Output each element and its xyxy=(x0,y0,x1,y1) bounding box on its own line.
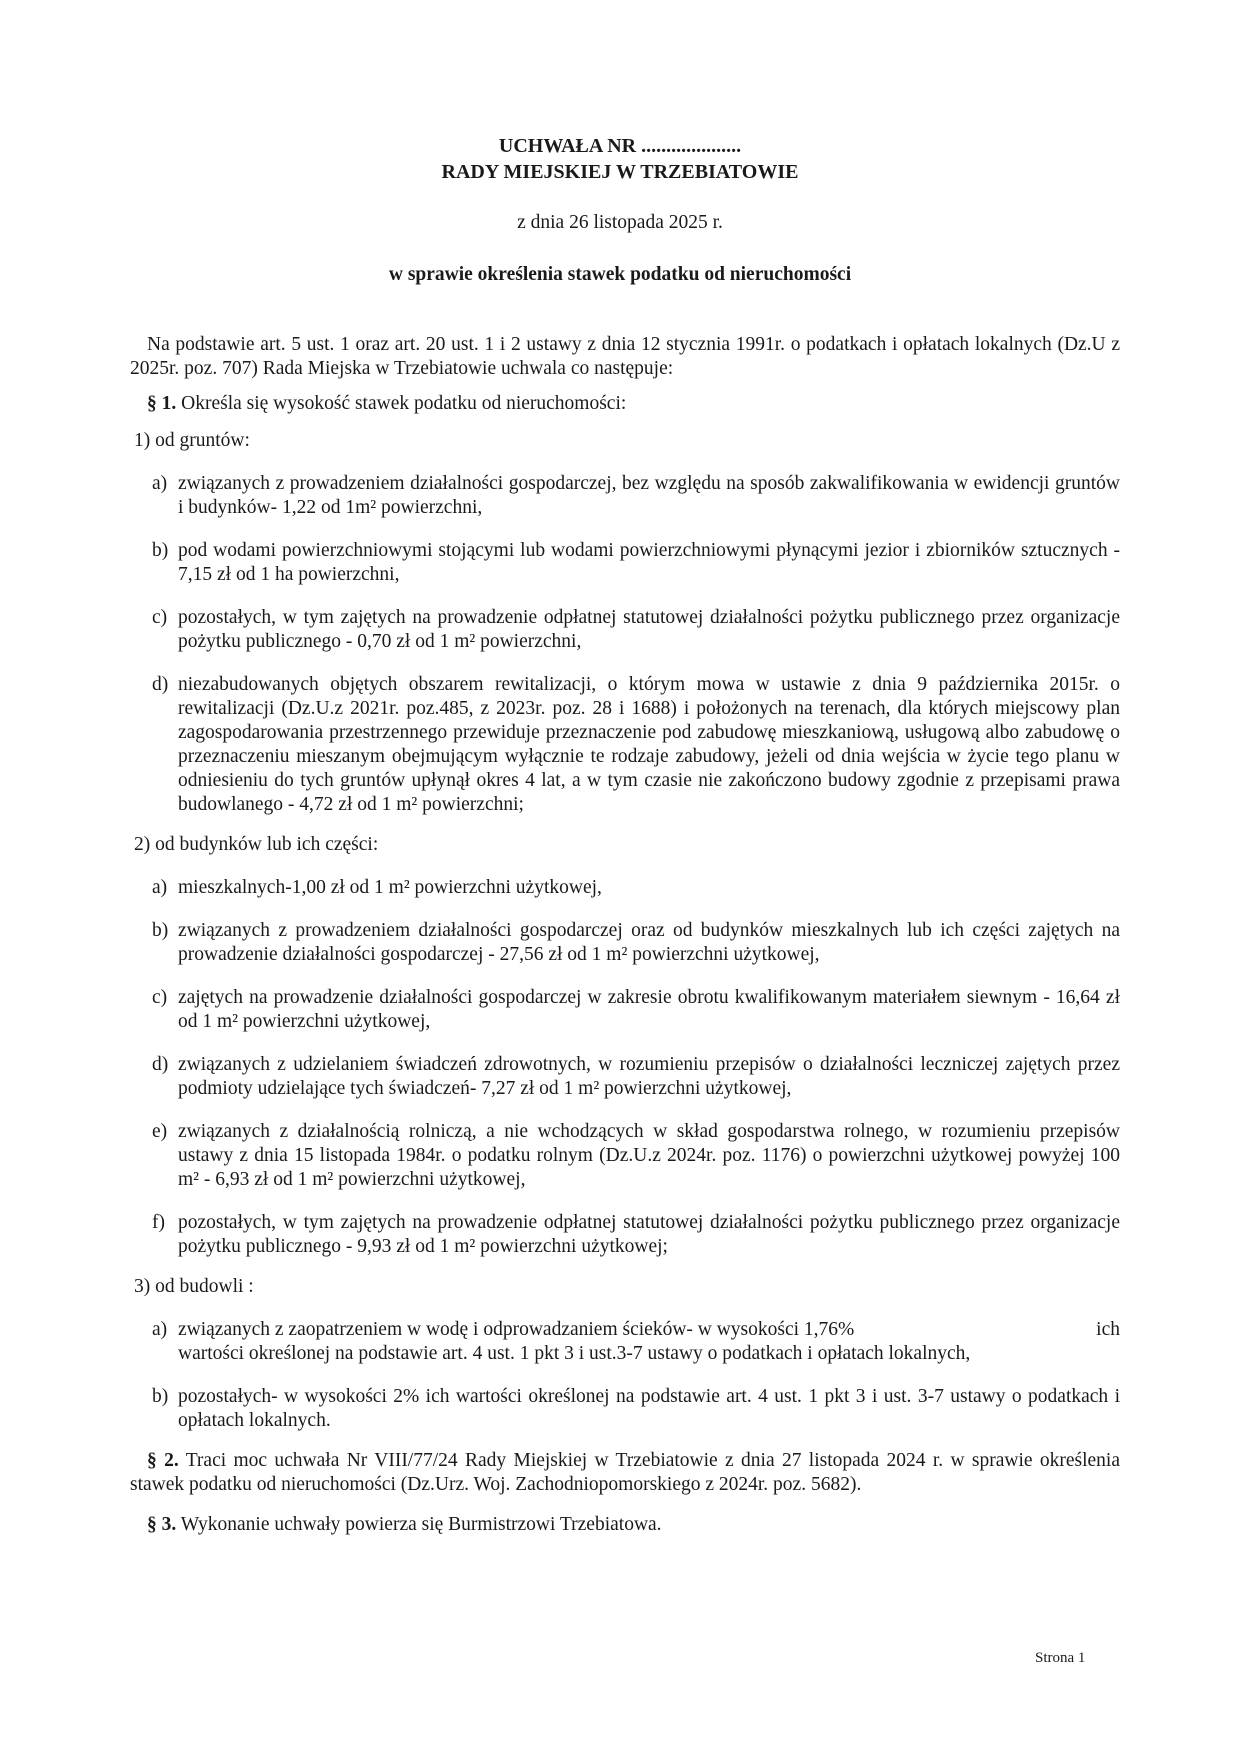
item-label: b) xyxy=(152,920,169,941)
preamble: Na podstawie art. 5 ust. 1 oraz art. 20 ust. 1 i 2 ustawy z dnia 12 stycznia 1991r. o podatkach i opłatach lokalnych (Dz.U z 2025r. poz. 707) Rada Miejska w Trzebiatowie uchwala co następuje: xyxy=(130,334,1120,379)
item-text: pozostałych, w tym zajętych na prowadzenie odpłatnej statutowej działalności pożytku publicznego przez organizacje pożytku publicznego - 0,70 zł od 1 m² powierzchni, xyxy=(178,607,1120,652)
item-text: niezabudowanych objętych obszarem rewitalizacji, o którym mowa w ustawie z dnia 9 października 2015r. o rewitalizacji (Dz.U.z 2021r. poz.485, z 2023r. poz. 28 i 1688) i położonych na terenach, dla których miejscowy plan zagospodarowania przestrzennego przewiduje przeznaczenie pod zabudowę mieszkaniową, usługową albo zabudowę o przeznaczeniu mieszanym obejmującym wyłącznie te rodzaje zabudowy, jeżeli od dnia wejścia w życie tego planu w odniesieniu do tych gruntów upłynął okres 4 lat, a w tym czasie nie zakończono budowy zgodnie z przepisami prawa budowlanego - 4,72 zł od 1 m² powierzchni; xyxy=(178,674,1120,815)
list-item xyxy=(152,1318,1120,1366)
item-label: b) xyxy=(152,540,169,561)
item-text-tabbed: ich xyxy=(1096,1319,1120,1340)
section-label: 2) od budynków lub ich części: xyxy=(134,834,379,855)
item-text: pod wodami powierzchniowymi stojącymi lub wodami powierzchniowymi płynącymi jezior i zbiorników sztucznych - 7,15 zł od 1 ha powierzchni, xyxy=(178,540,1120,585)
list-item xyxy=(152,986,1120,1034)
document-body xyxy=(130,333,1120,1553)
item-text: związanych z zaopatrzeniem w wodę i odprowadzaniem ścieków- w wysokości 1,76% xyxy=(178,1319,855,1340)
item-text: związanych z prowadzeniem działalności gospodarczej oraz od budynków mieszkalnych lub ich części zajętych na prowadzenie działalności gospodarczej - 27,56 zł od 1 m² powierzchni użytkowej, xyxy=(178,920,1120,965)
paragraph-2 xyxy=(130,1449,1120,1497)
list-item xyxy=(152,472,1120,520)
paragraph-mark: § 3. xyxy=(147,1514,177,1535)
item-text: związanych z działalnością rolniczą, a nie wchodzących w skład gospodarstwa rolnego, w rozumieniu przepisów ustawy z dnia 15 listopada 1984r. o podatku rolnym (Dz.U.z 2024r. poz. 1176) o powierzchni użytkowej powyżej 100 m² - 6,93 zł od 1 m² powierzchni użytkowej, xyxy=(178,1121,1120,1190)
list-item xyxy=(152,1053,1120,1101)
item-text: mieszkalnych-1,00 zł od 1 m² powierzchni użytkowej, xyxy=(178,877,602,898)
section-label: 3) od budowli : xyxy=(134,1276,254,1297)
page-number: Strona 1 xyxy=(1035,1650,1086,1666)
item-label: c) xyxy=(152,987,168,1008)
section-label: 1) od gruntów: xyxy=(134,430,250,451)
list-item xyxy=(152,673,1120,817)
item-label: d) xyxy=(152,1054,169,1075)
list-item xyxy=(152,1385,1120,1433)
resolution-subject: w sprawie określenia stawek podatku od nieruchomości xyxy=(388,264,852,285)
list-item xyxy=(152,919,1120,967)
item-text: pozostałych- w wysokości 2% ich wartości określonej na podstawie art. 4 ust. 1 pkt 3 i ust. 3-7 ustawy o podatkach i opłatach lokalnych. xyxy=(178,1386,1120,1431)
item-label: d) xyxy=(152,674,169,695)
list-item xyxy=(152,1120,1120,1192)
item-label: e) xyxy=(152,1121,168,1142)
resolution-title xyxy=(0,133,1240,185)
list-item xyxy=(152,876,1120,900)
item-label: b) xyxy=(152,1386,169,1407)
item-text-continued: wartości określonej na podstawie art. 4 ust. 1 pkt 3 i ust.3-7 ustawy o podatkach i opłatach lokalnych, xyxy=(178,1343,971,1364)
paragraph-1-heading xyxy=(130,392,1120,416)
item-label: a) xyxy=(152,877,168,898)
paragraph-text: Wykonanie uchwały powierza się Burmistrzowi Trzebiatowa. xyxy=(176,1514,662,1535)
paragraph-3 xyxy=(130,1513,1120,1537)
item-text: pozostałych, w tym zajętych na prowadzenie odpłatnej statutowej działalności pożytku publicznego przez organizacje pożytku publicznego - 9,93 zł od 1 m² powierzchni użytkowej; xyxy=(178,1212,1120,1257)
paragraph-text: Traci moc uchwała Nr VIII/77/24 Rady Miejskiej w Trzebiatowie z dnia 27 listopada 2024 r. w sprawie określenia stawek podatku od nieruchomości (Dz.Urz. Woj. Zachodniopomorskiego z 2024r. poz. 5682). xyxy=(130,1450,1121,1495)
list-item xyxy=(152,539,1120,587)
item-label: c) xyxy=(152,607,168,628)
resolution-date: z dnia 26 listopada 2025 r. xyxy=(517,212,723,233)
list-item xyxy=(152,606,1120,654)
title-line-2: RADY MIEJSKIEJ W TRZEBIATOWIE xyxy=(441,161,799,183)
item-label: a) xyxy=(152,473,168,494)
item-label: f) xyxy=(152,1212,165,1233)
title-line-1: UCHWAŁA NR .................... xyxy=(498,135,742,157)
paragraph-text: Określa się wysokość stawek podatku od nieruchomości: xyxy=(176,393,627,414)
paragraph-mark: § 1. xyxy=(147,393,177,414)
paragraph-mark: § 2. xyxy=(147,1450,179,1471)
list-item xyxy=(152,1211,1120,1259)
item-label: a) xyxy=(152,1319,168,1340)
item-text: zajętych na prowadzenie działalności gospodarczej w zakresie obrotu kwalifikowanym materiałem siewnym - 16,64 zł od 1 m² powierzchni użytkowej, xyxy=(178,987,1120,1032)
item-text: związanych z udzielaniem świadczeń zdrowotnych, w rozumieniu przepisów o działalności leczniczej zajętych przez podmioty udzielające tych świadczeń- 7,27 zł od 1 m² powierzchni użytkowej, xyxy=(178,1054,1120,1099)
item-text: związanych z prowadzeniem działalności gospodarczej, bez względu na sposób zakwalifikowania w ewidencji gruntów i budynków- 1,22 od 1m² powierzchni, xyxy=(178,473,1120,518)
